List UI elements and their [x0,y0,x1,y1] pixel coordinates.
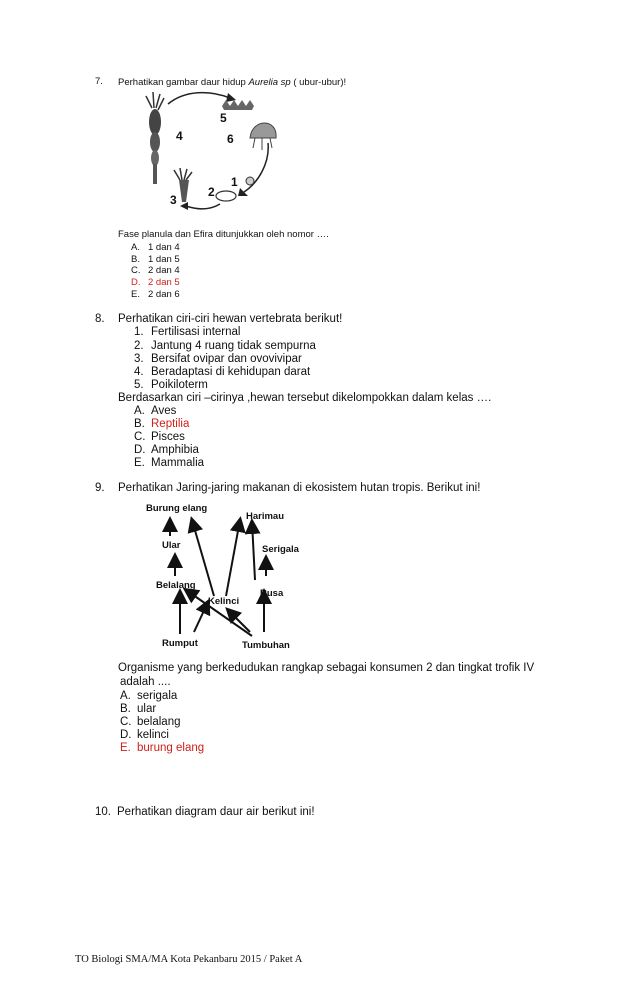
trait-number: 5. [134,379,144,391]
option-letter: A. [134,405,145,417]
arrow-rusa-to-harimau [252,522,255,580]
label-5: 5 [220,111,227,125]
q7-option-a [131,242,180,253]
medusa-shape [250,123,276,150]
node-belalang: Belalang [156,580,196,591]
q7-number: 7. [95,76,103,87]
option-text: kelinci [137,729,169,741]
option-letter: C. [120,716,132,728]
trait-text: Beradaptasi di kehidupan darat [151,366,311,378]
q9-question: Perhatikan Jaring-jaring makanan di ekosistem hutan tropis. Berikut ini! [118,482,481,494]
option-letter: D. [134,444,146,456]
q9-option-c [120,716,180,728]
page-footer: TO Biologi SMA/MA Kota Pekanbaru 2015 / Paket A [75,954,303,965]
label-4: 4 [176,129,183,143]
trait-text: Bersifat ovipar dan ovovivipar [151,353,302,365]
option-letter: B. [131,254,140,265]
planula-shape [216,191,236,201]
q8-trait-3 [134,353,302,365]
q8-trait-1 [134,326,240,338]
cycle-arrow-top [168,93,230,104]
node-rusa: Rusa [260,588,284,599]
q8-option-c [134,431,185,443]
node-rumput: Rumput [162,638,198,649]
option-letter: D. [120,729,132,741]
option-text: 2 dan 5 [148,277,180,288]
q8-option-a [134,405,176,417]
option-letter: B. [134,418,145,430]
q9-number: 9. [95,482,105,494]
cycle-arrow-bottom [186,204,220,209]
q8-option-e [134,457,204,469]
option-text: belalang [137,716,181,728]
option-text: 1 dan 4 [148,242,180,253]
aurelia-life-cycle-diagram [140,88,280,216]
q8-question: Perhatikan ciri-ciri hewan vertebrata berikut! [118,313,343,325]
q9-option-e-answer [120,742,204,754]
trait-number: 3. [134,353,144,365]
option-letter: C. [134,431,146,443]
option-text: 2 dan 6 [148,289,180,300]
trait-number: 2. [134,340,144,352]
q10-number: 10. [95,806,111,818]
q8-trait-2 [134,340,316,352]
option-letter: A. [131,242,140,253]
q8-option-d [134,444,199,456]
cycle-arrowhead-right [238,188,248,196]
q10-question: Perhatikan diagram daur air berikut ini! [117,806,315,818]
ephyra-shape [222,100,254,110]
q7-question-italic: Aurelia sp [248,77,291,88]
trait-text: Jantung 4 ruang tidak sempurna [151,340,316,352]
node-tumbuhan: Tumbuhan [242,640,290,651]
q8-number: 8. [95,313,105,325]
node-kelinci: Kelinci [208,596,240,607]
node-harimau: Harimau [246,511,285,522]
option-letter: E. [134,457,145,469]
q8-trait-5 [134,379,208,391]
option-text: Amphibia [151,444,199,456]
scyphistoma-shape [174,168,192,202]
label-1: 1 [231,175,238,189]
option-text: Aves [151,405,177,417]
option-text: serigala [137,690,178,702]
option-letter: B. [120,703,131,715]
q7-option-d-answer [131,277,180,288]
node-serigala: Serigala [262,544,299,555]
q9-option-d [120,729,169,741]
trait-text: Poikiloterm [151,379,208,391]
q7-option-c [131,265,180,276]
option-letter: C. [131,265,141,276]
arrow-kelinci-to-harimau [226,520,240,596]
cycle-arrowhead-top [226,93,236,102]
label-2: 2 [208,185,215,199]
option-text: Mammalia [151,457,205,469]
strobila-shape [146,92,164,184]
food-web-diagram [140,498,320,656]
label-6: 6 [227,132,234,146]
option-letter: A. [120,690,131,702]
option-letter: E. [120,742,131,754]
q9-option-b [120,703,156,715]
q9-option-a [120,690,177,702]
q7-question-pre: Perhatikan gambar daur hidup [118,77,249,88]
cycle-arrowhead-bottom [180,202,188,210]
q9-prompt-line2: adalah .... [120,676,171,688]
trait-text: Fertilisasi internal [151,326,241,338]
label-3: 3 [170,193,177,207]
q8-prompt: Berdasarkan ciri –cirinya ,hewan tersebut dikelompokkan dalam kelas …. [118,392,492,404]
option-text: 1 dan 5 [148,254,180,265]
option-letter: D. [131,277,141,288]
option-text: ular [137,703,157,715]
trait-number: 4. [134,366,144,378]
option-text: 2 dan 4 [148,265,180,276]
q9-prompt-line1: Organisme yang berkedudukan rangkap sebagai konsumen 2 dan tingkat trofik IV [118,662,535,674]
node-burung-elang: Burung elang [146,503,208,514]
option-text: Pisces [151,431,185,443]
egg-shape [246,177,254,185]
option-text: burung elang [137,742,205,754]
q8-option-b-answer [134,418,189,430]
q7-question-post: ( ubur-ubur)! [290,77,347,88]
option-letter: E. [131,289,140,300]
q7-prompt: Fase planula dan Efira ditunjukkan oleh nomor …. [118,229,329,240]
q7-option-e [131,289,180,300]
q7-question [118,77,346,88]
node-ular: Ular [162,540,181,551]
q7-option-b [131,254,180,265]
arrow-rumput-to-kelinci [194,602,208,632]
option-text: Reptilia [151,418,190,430]
trait-number: 1. [134,326,144,338]
q8-trait-4 [134,366,310,378]
